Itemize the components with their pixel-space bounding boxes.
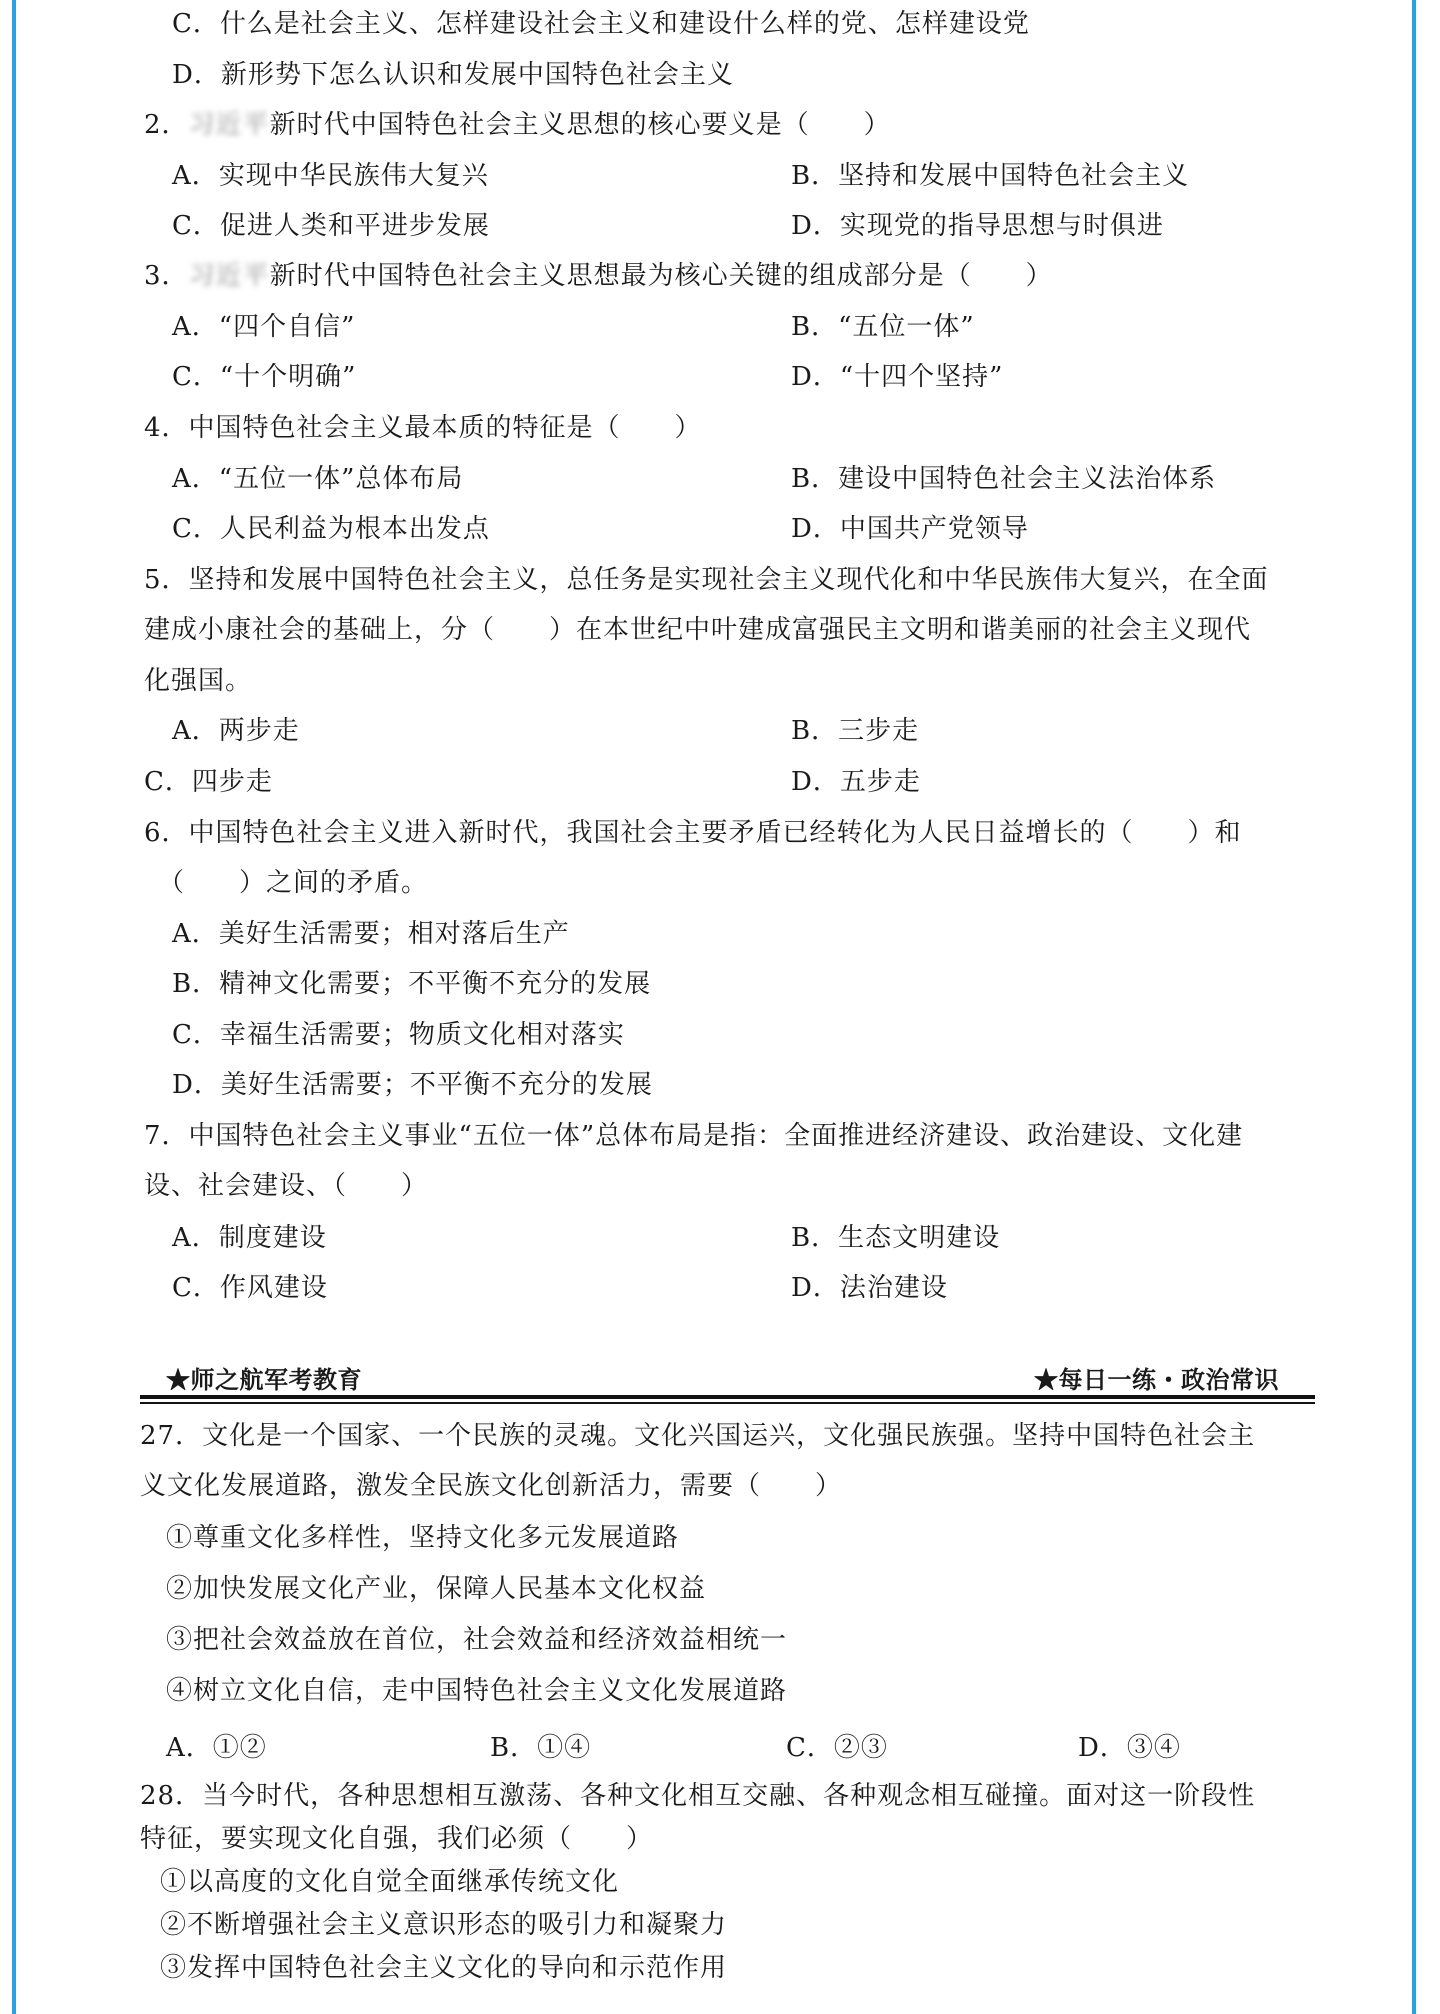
q2-option-c: C．促进人类和平进步发展 (172, 211, 490, 241)
q6-stem-line-1: 6．中国特色社会主义进入新时代，我国社会主要矛盾已经转化为人民日益增长的（ ）和 (144, 818, 1242, 848)
q5-option-c: C．四步走 (144, 767, 273, 797)
q7-stem-line-2: 设、社会建设、（ ） (144, 1171, 429, 1201)
q7-option-c: C．作风建设 (172, 1273, 328, 1303)
q6-option-a: A．美好生活需要；相对落后生产 (172, 919, 570, 949)
q28-item-1: ①以高度的文化自觉全面继承传统文化 (160, 1867, 620, 1897)
q28-item-2: ②不断增强社会主义意识形态的吸引力和凝聚力 (160, 1910, 728, 1940)
q2-blurred-name: 习近平 (188, 110, 270, 140)
q28-stem-line-1: 28．当今时代，各种思想相互激荡、各种文化相互交融、各种观念相互碰撞。面对这一阶段性 (140, 1781, 1256, 1811)
q5-stem-line-2: 建成小康社会的基础上，分（ ）在本世纪中叶建成富强民主文明和谐美丽的社会主义现代 (144, 615, 1252, 645)
q2-number: 2． (144, 110, 189, 140)
q5-option-b: B．三步走 (791, 716, 920, 746)
q1-option-d: D．新形势下怎么认识和发展中国特色社会主义 (172, 60, 734, 90)
q7-option-b: B．生态文明建设 (791, 1223, 1001, 1253)
header-rule-thick (140, 1395, 1315, 1399)
q3-blurred-name: 习近平 (188, 261, 270, 291)
q3-option-b: B．“五位一体” (791, 312, 975, 342)
header-rule-thin (140, 1402, 1315, 1404)
q27-option-d: D．③④ (1078, 1733, 1181, 1763)
q4-option-d: D．中国共产党领导 (791, 514, 1029, 544)
q6-option-c: C．幸福生活需要；物质文化相对落实 (172, 1020, 625, 1050)
header-right: ★每日一练・政治常识 (1034, 1365, 1279, 1394)
q27-stem-line-1: 27．文化是一个国家、一个民族的灵魂。文化兴国运兴，文化强民族强。坚持中国特色社会主 (140, 1421, 1256, 1451)
q27-item-4: ④树立文化自信，走中国特色社会主义文化发展道路 (166, 1676, 788, 1706)
q4-option-b: B．建设中国特色社会主义法治体系 (791, 464, 1217, 494)
q2-option-a: A．实现中华民族伟大复兴 (172, 161, 489, 191)
q27-stem-line-2: 义文化发展道路，激发全民族文化创新活力，需要（ ） (140, 1471, 843, 1501)
q6-option-b: B．精神文化需要；不平衡不充分的发展 (172, 969, 652, 999)
q2-option-b: B．坚持和发展中国特色社会主义 (791, 161, 1190, 191)
q3-stem (144, 258, 1053, 294)
q28-item-3: ③发挥中国特色社会主义文化的导向和示范作用 (160, 1953, 728, 1983)
q28-stem-line-2: 特征，要实现文化自强，我们必须（ ） (140, 1824, 654, 1854)
q3-option-a: A．“四个自信” (172, 312, 356, 342)
q4-stem: 4．中国特色社会主义最本质的特征是（ ） (144, 413, 702, 443)
q3-option-d: D．“十四个坚持” (791, 362, 1004, 392)
q4-option-a: A．“五位一体”总体布局 (172, 464, 464, 494)
q27-option-a: A．①② (166, 1733, 267, 1763)
q27-item-1: ①尊重文化多样性，坚持文化多元发展道路 (166, 1523, 680, 1553)
q1-option-c: C．什么是社会主义、怎样建设社会主义和建设什么样的党、怎样建设党 (172, 9, 1030, 39)
q5-stem-line-3: 化强国。 (144, 666, 253, 696)
q6-option-d: D．美好生活需要；不平衡不充分的发展 (172, 1070, 653, 1100)
q7-stem-line-1: 7．中国特色社会主义事业“五位一体”总体布局是指：全面推进经济建设、政治建设、文化建 (144, 1121, 1244, 1151)
q2-option-d: D．实现党的指导思想与时俱进 (791, 211, 1164, 241)
q3-option-c: C．“十个明确” (172, 362, 357, 392)
q5-stem-line-1: 5．坚持和发展中国特色社会主义，总任务是实现社会主义现代化和中华民族伟大复兴，在全面 (144, 565, 1269, 595)
q7-option-a: A．制度建设 (172, 1223, 327, 1253)
q27-item-2: ②加快发展文化产业，保障人民基本文化权益 (166, 1574, 707, 1604)
q6-stem-line-2: （ ）之间的矛盾。 (158, 868, 429, 898)
q3-stem-text: 新时代中国特色社会主义思想最为核心关键的组成部分是（ ） (269, 261, 1053, 291)
header-left: ★师之航军考教育 (166, 1365, 362, 1394)
q2-stem (144, 107, 891, 143)
q7-option-d: D．法治建设 (791, 1273, 948, 1303)
q5-option-d: D．五步走 (791, 767, 921, 797)
q27-option-c: C．②③ (786, 1733, 888, 1763)
q5-option-a: A．两步走 (172, 716, 300, 746)
q3-number: 3． (144, 261, 189, 291)
q2-stem-text: 新时代中国特色社会主义思想的核心要义是（ ） (269, 110, 891, 140)
q27-item-3: ③把社会效益放在首位，社会效益和经济效益相统一 (166, 1625, 788, 1655)
q4-option-c: C．人民利益为根本出发点 (172, 514, 490, 544)
q27-option-b: B．①④ (490, 1733, 592, 1763)
